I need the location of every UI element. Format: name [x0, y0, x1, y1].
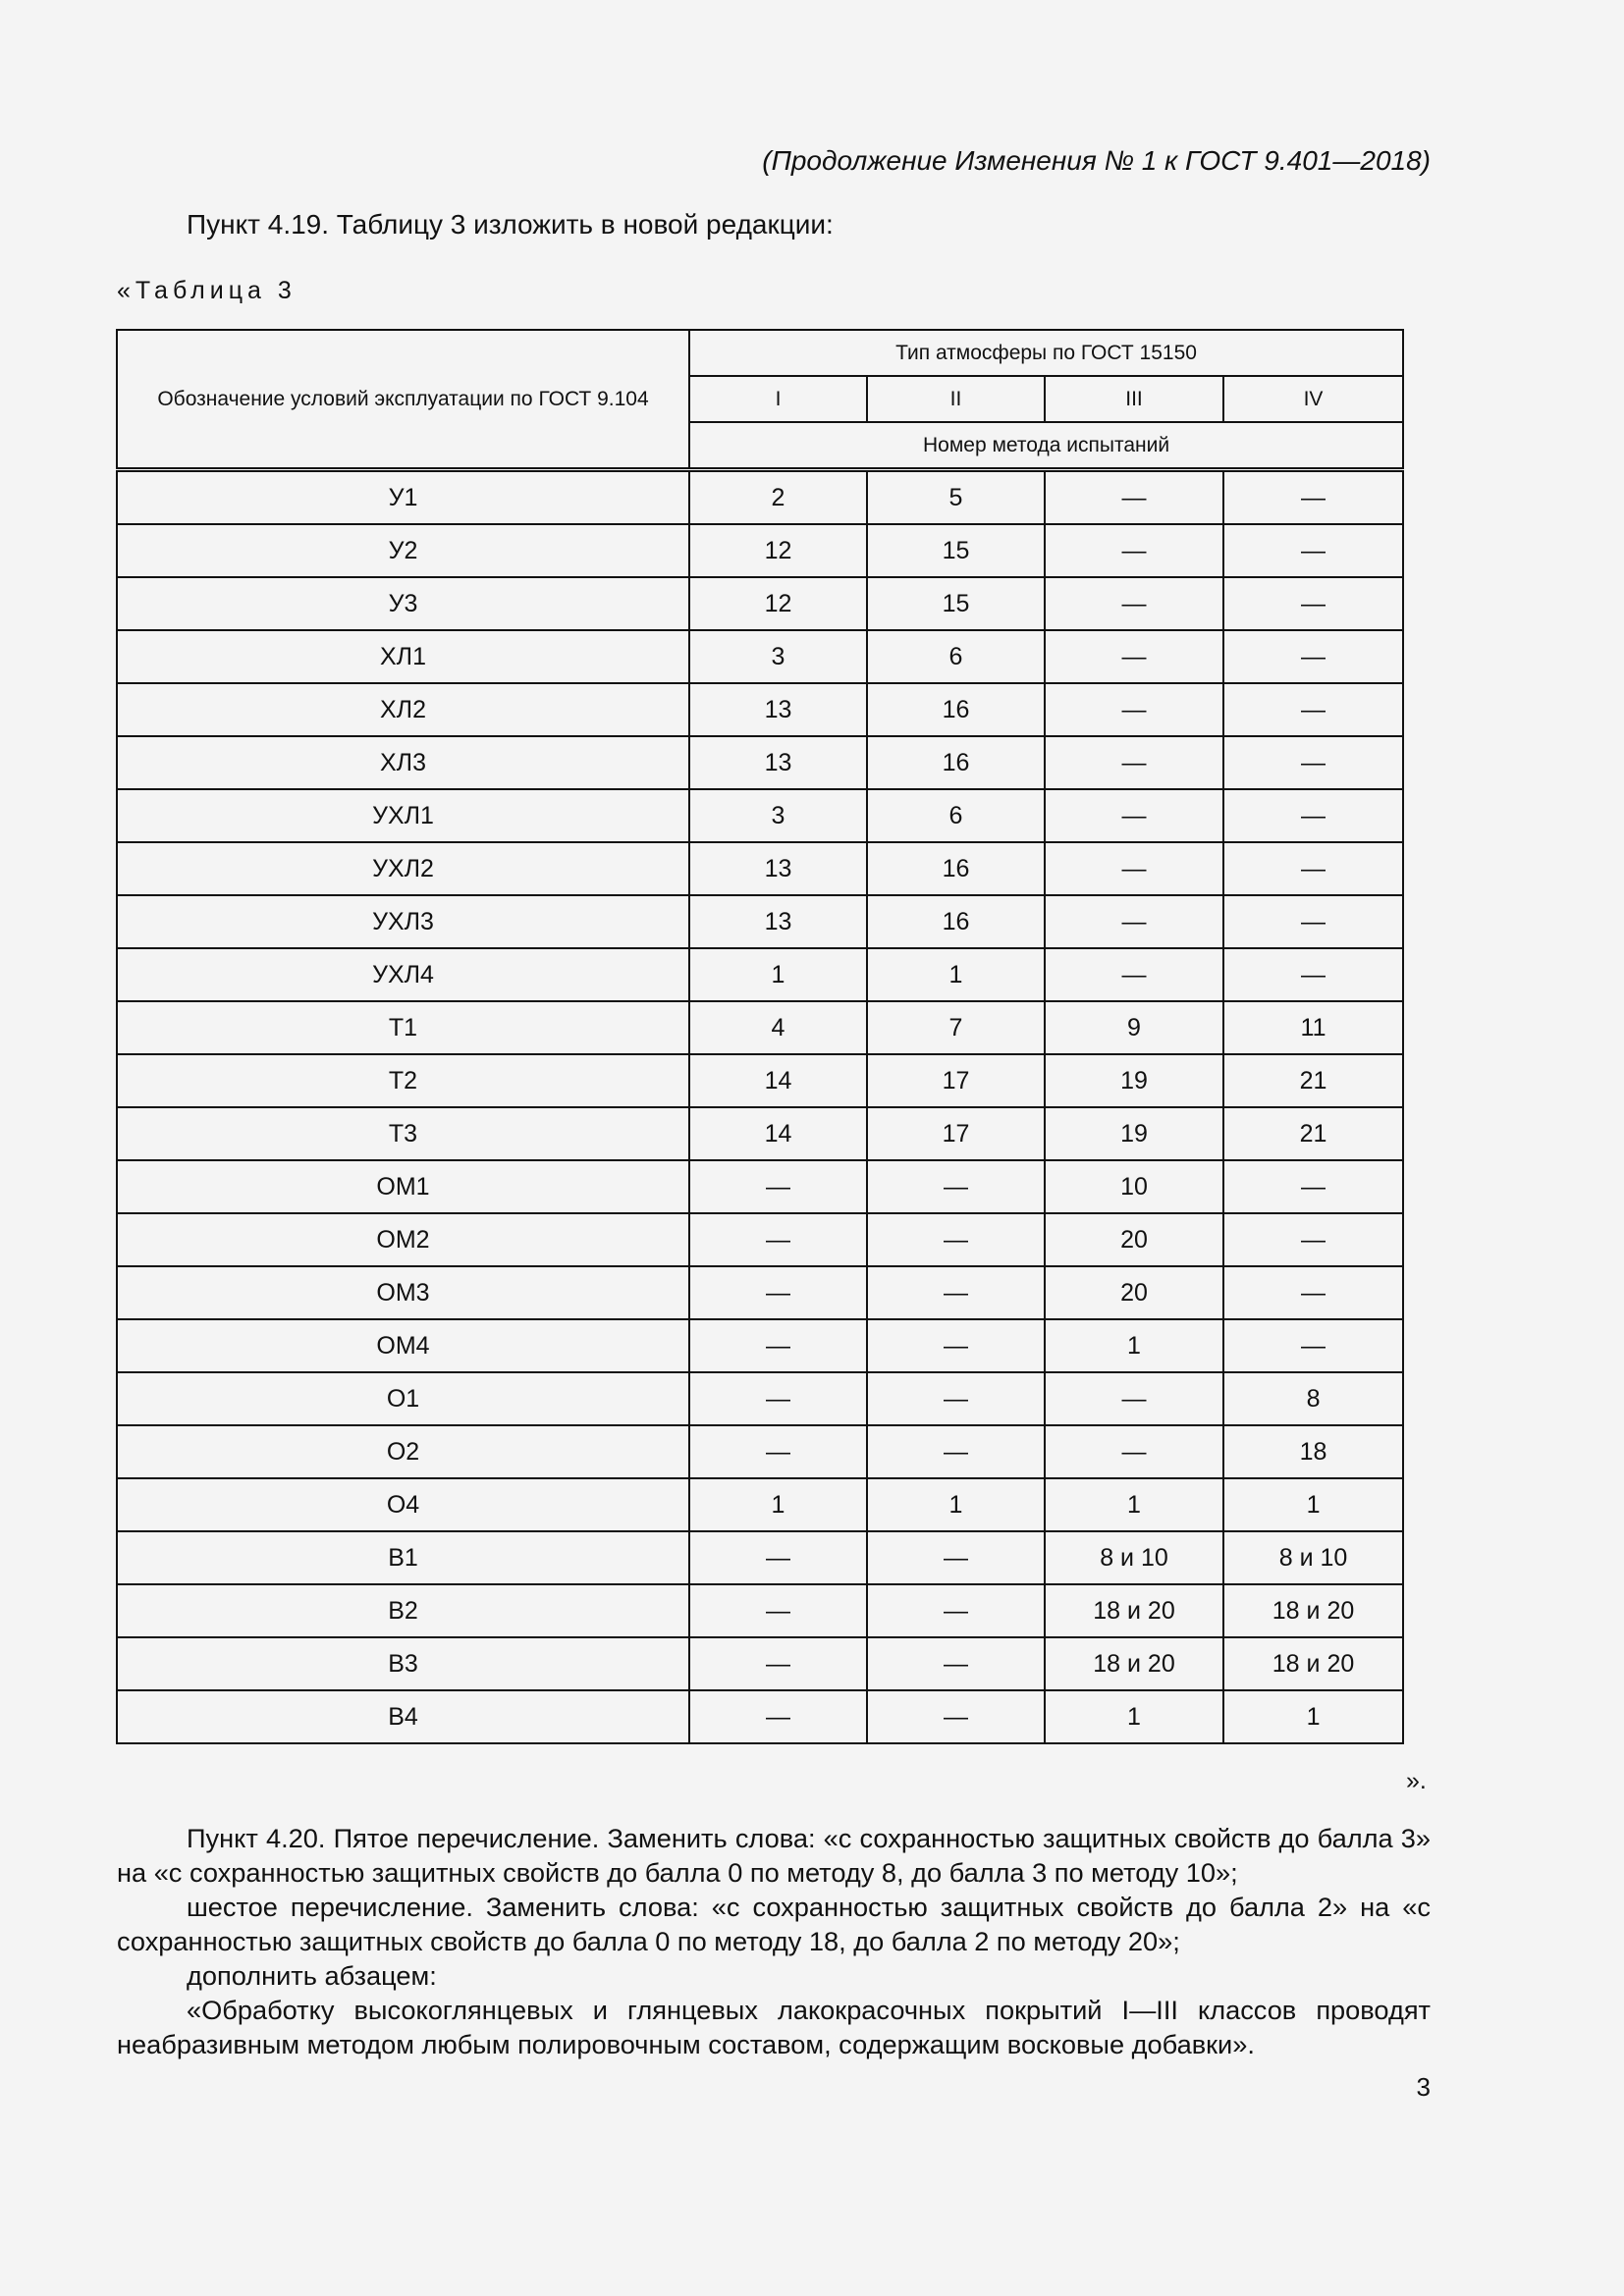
method-cell: — [1045, 524, 1223, 577]
method-cell: — [1223, 948, 1403, 1001]
method-cell: 10 [1045, 1160, 1223, 1213]
condition-cell: УХЛ3 [117, 895, 689, 948]
method-cell: — [867, 1425, 1045, 1478]
method-cell: — [1223, 1160, 1403, 1213]
condition-cell: ХЛ3 [117, 736, 689, 789]
atmosphere-type-label: II [867, 376, 1045, 422]
method-cell: — [689, 1425, 867, 1478]
method-cell: 12 [689, 524, 867, 577]
method-cell: 6 [867, 789, 1045, 842]
method-cell: — [689, 1266, 867, 1319]
method-cell: 18 [1223, 1425, 1403, 1478]
table-row [117, 1690, 1403, 1743]
method-cell: 14 [689, 1054, 867, 1107]
table-row [117, 895, 1403, 948]
method-cell: — [689, 1690, 867, 1743]
atmosphere-type-label: IV [1223, 376, 1403, 422]
method-cell: 17 [867, 1054, 1045, 1107]
method-cell: 16 [867, 842, 1045, 895]
condition-cell: Т1 [117, 1001, 689, 1054]
method-cell: 20 [1045, 1266, 1223, 1319]
method-cell: 15 [867, 577, 1045, 630]
condition-cell: Т3 [117, 1107, 689, 1160]
method-cell: 20 [1045, 1213, 1223, 1266]
method-cell: — [1045, 577, 1223, 630]
method-cell: — [1223, 470, 1403, 525]
method-cell: 18 и 20 [1223, 1584, 1403, 1637]
condition-cell: ОМ2 [117, 1213, 689, 1266]
method-cell: 1 [867, 1478, 1045, 1531]
condition-cell: В4 [117, 1690, 689, 1743]
method-cell: 16 [867, 736, 1045, 789]
table-row [117, 1160, 1403, 1213]
method-cell: 13 [689, 842, 867, 895]
condition-cell: В2 [117, 1584, 689, 1637]
table-row [117, 1001, 1403, 1054]
condition-cell: УХЛ4 [117, 948, 689, 1001]
table-caption: «Таблица 3 [117, 277, 297, 304]
method-cell: — [1045, 948, 1223, 1001]
table-row [117, 1531, 1403, 1584]
table-row [117, 1584, 1403, 1637]
table-row [117, 683, 1403, 736]
method-cell: 3 [689, 630, 867, 683]
method-cell: — [867, 1213, 1045, 1266]
method-cell: 15 [867, 524, 1045, 577]
method-cell: 16 [867, 895, 1045, 948]
method-cell: 1 [1223, 1478, 1403, 1531]
condition-cell: У3 [117, 577, 689, 630]
method-cell: — [1223, 577, 1403, 630]
condition-cell: УХЛ2 [117, 842, 689, 895]
method-cell: 1 [689, 1478, 867, 1531]
table-row [117, 1266, 1403, 1319]
amendment-text [117, 1821, 1431, 2061]
method-cell: — [1223, 630, 1403, 683]
condition-cell: ХЛ1 [117, 630, 689, 683]
table-row [117, 789, 1403, 842]
condition-cell: ОМ1 [117, 1160, 689, 1213]
condition-cell: О4 [117, 1478, 689, 1531]
condition-cell: Т2 [117, 1054, 689, 1107]
method-cell: — [689, 1160, 867, 1213]
table-row [117, 577, 1403, 630]
table-closing-mark: ». [1406, 1767, 1427, 1794]
method-cell: 1 [867, 948, 1045, 1001]
method-cell: — [1045, 842, 1223, 895]
method-cell: 1 [1045, 1690, 1223, 1743]
method-cell: 7 [867, 1001, 1045, 1054]
method-cell: — [1045, 470, 1223, 525]
table-row [117, 630, 1403, 683]
method-cell: — [867, 1531, 1045, 1584]
method-cell: — [689, 1372, 867, 1425]
method-cell: — [689, 1531, 867, 1584]
method-cell: 18 и 20 [1223, 1637, 1403, 1690]
condition-cell: О1 [117, 1372, 689, 1425]
method-cell: 8 и 10 [1045, 1531, 1223, 1584]
condition-cell: ОМ3 [117, 1266, 689, 1319]
atmosphere-type-label: III [1045, 376, 1223, 422]
method-cell: 21 [1223, 1107, 1403, 1160]
method-cell: 13 [689, 895, 867, 948]
method-cell: — [689, 1319, 867, 1372]
condition-cell: ХЛ2 [117, 683, 689, 736]
table-row [117, 1637, 1403, 1690]
condition-cell: В1 [117, 1531, 689, 1584]
method-cell: — [1045, 736, 1223, 789]
paragraph-sixth-item: шестое перечисление. Заменить слова: «с сохранностью защитных свойств до балла 2» на «с сохранностью защитных свойств до балла 0 по методу 18, до балла 2 по методу 20»; [117, 1892, 1431, 1956]
method-cell: — [867, 1690, 1045, 1743]
method-cell: 1 [1223, 1690, 1403, 1743]
paragraph-added-text: «Обработку высокоглянцевых и глянцевых лакокрасочных покрытий I—III классов проводят неабразивным методом любым полировочным составом, содержащим восковые добавки». [117, 1995, 1431, 2059]
method-cell: — [1045, 630, 1223, 683]
method-cell: — [689, 1637, 867, 1690]
atmosphere-type-header: Тип атмосферы по ГОСТ 15150 [689, 330, 1403, 376]
method-cell: 4 [689, 1001, 867, 1054]
method-cell: 18 и 20 [1045, 1637, 1223, 1690]
method-cell: 1 [1045, 1478, 1223, 1531]
method-cell: 21 [1223, 1054, 1403, 1107]
method-cell: — [1223, 1266, 1403, 1319]
method-cell: — [1223, 789, 1403, 842]
method-cell: 14 [689, 1107, 867, 1160]
method-cell: 19 [1045, 1054, 1223, 1107]
method-cell: — [1045, 789, 1223, 842]
method-cell: — [1223, 736, 1403, 789]
table-row [117, 1372, 1403, 1425]
condition-cell: ОМ4 [117, 1319, 689, 1372]
method-cell: 19 [1045, 1107, 1223, 1160]
condition-cell: У2 [117, 524, 689, 577]
method-cell: 16 [867, 683, 1045, 736]
method-cell: 3 [689, 789, 867, 842]
method-cell: — [1045, 1372, 1223, 1425]
method-cell: — [867, 1266, 1045, 1319]
method-cell: — [1223, 895, 1403, 948]
table-row [117, 1478, 1403, 1531]
condition-column-header: Обозначение условий эксплуатации по ГОСТ 9.104 [117, 330, 689, 470]
method-cell: — [1045, 683, 1223, 736]
paragraph-4-20: Пункт 4.20. Пятое перечисление. Заменить слова: «с сохранностью защитных свойств до балла 3» на «с сохранностью защитных свойств до балла 0 по методу 8, до балла 3 по методу 10»; [117, 1823, 1431, 1888]
method-cell: 17 [867, 1107, 1045, 1160]
method-cell: — [867, 1160, 1045, 1213]
running-header: (Продолжение Изменения № 1 к ГОСТ 9.401—2018) [762, 145, 1431, 176]
method-cell: 8 и 10 [1223, 1531, 1403, 1584]
method-cell: — [867, 1372, 1045, 1425]
method-cell: — [689, 1213, 867, 1266]
method-cell: 12 [689, 577, 867, 630]
method-cell: — [1045, 895, 1223, 948]
method-cell: 13 [689, 736, 867, 789]
page-number: 3 [1416, 2072, 1431, 2102]
table-row [117, 470, 1403, 525]
method-cell: — [1223, 1213, 1403, 1266]
method-cell: 1 [689, 948, 867, 1001]
condition-cell: В3 [117, 1637, 689, 1690]
condition-cell: О2 [117, 1425, 689, 1478]
table-row [117, 842, 1403, 895]
test-methods-table [116, 329, 1404, 1744]
table-row [117, 1213, 1403, 1266]
table-row [117, 1319, 1403, 1372]
table-row [117, 524, 1403, 577]
atmosphere-type-label: I [689, 376, 867, 422]
method-cell: — [867, 1584, 1045, 1637]
table-row [117, 1425, 1403, 1478]
method-cell: 6 [867, 630, 1045, 683]
paragraph-add-note: дополнить абзацем: [187, 1960, 437, 1991]
method-cell: 9 [1045, 1001, 1223, 1054]
method-cell: 18 и 20 [1045, 1584, 1223, 1637]
method-cell: — [1045, 1425, 1223, 1478]
table-body [117, 470, 1403, 1744]
condition-cell: У1 [117, 470, 689, 525]
table-row [117, 736, 1403, 789]
method-cell: 8 [1223, 1372, 1403, 1425]
method-cell: — [867, 1319, 1045, 1372]
method-cell: — [689, 1584, 867, 1637]
method-cell: — [867, 1637, 1045, 1690]
table-row [117, 1107, 1403, 1160]
intro-paragraph: Пункт 4.19. Таблицу 3 изложить в новой редакции: [187, 209, 834, 240]
method-cell: — [1223, 683, 1403, 736]
method-cell: 1 [1045, 1319, 1223, 1372]
table-row [117, 1054, 1403, 1107]
method-cell: 13 [689, 683, 867, 736]
condition-cell: УХЛ1 [117, 789, 689, 842]
method-cell: — [1223, 524, 1403, 577]
method-cell: — [1223, 842, 1403, 895]
method-cell: 5 [867, 470, 1045, 525]
method-cell: — [1223, 1319, 1403, 1372]
method-cell: 11 [1223, 1001, 1403, 1054]
test-method-header: Номер метода испытаний [689, 422, 1403, 470]
table-row [117, 948, 1403, 1001]
method-cell: 2 [689, 470, 867, 525]
